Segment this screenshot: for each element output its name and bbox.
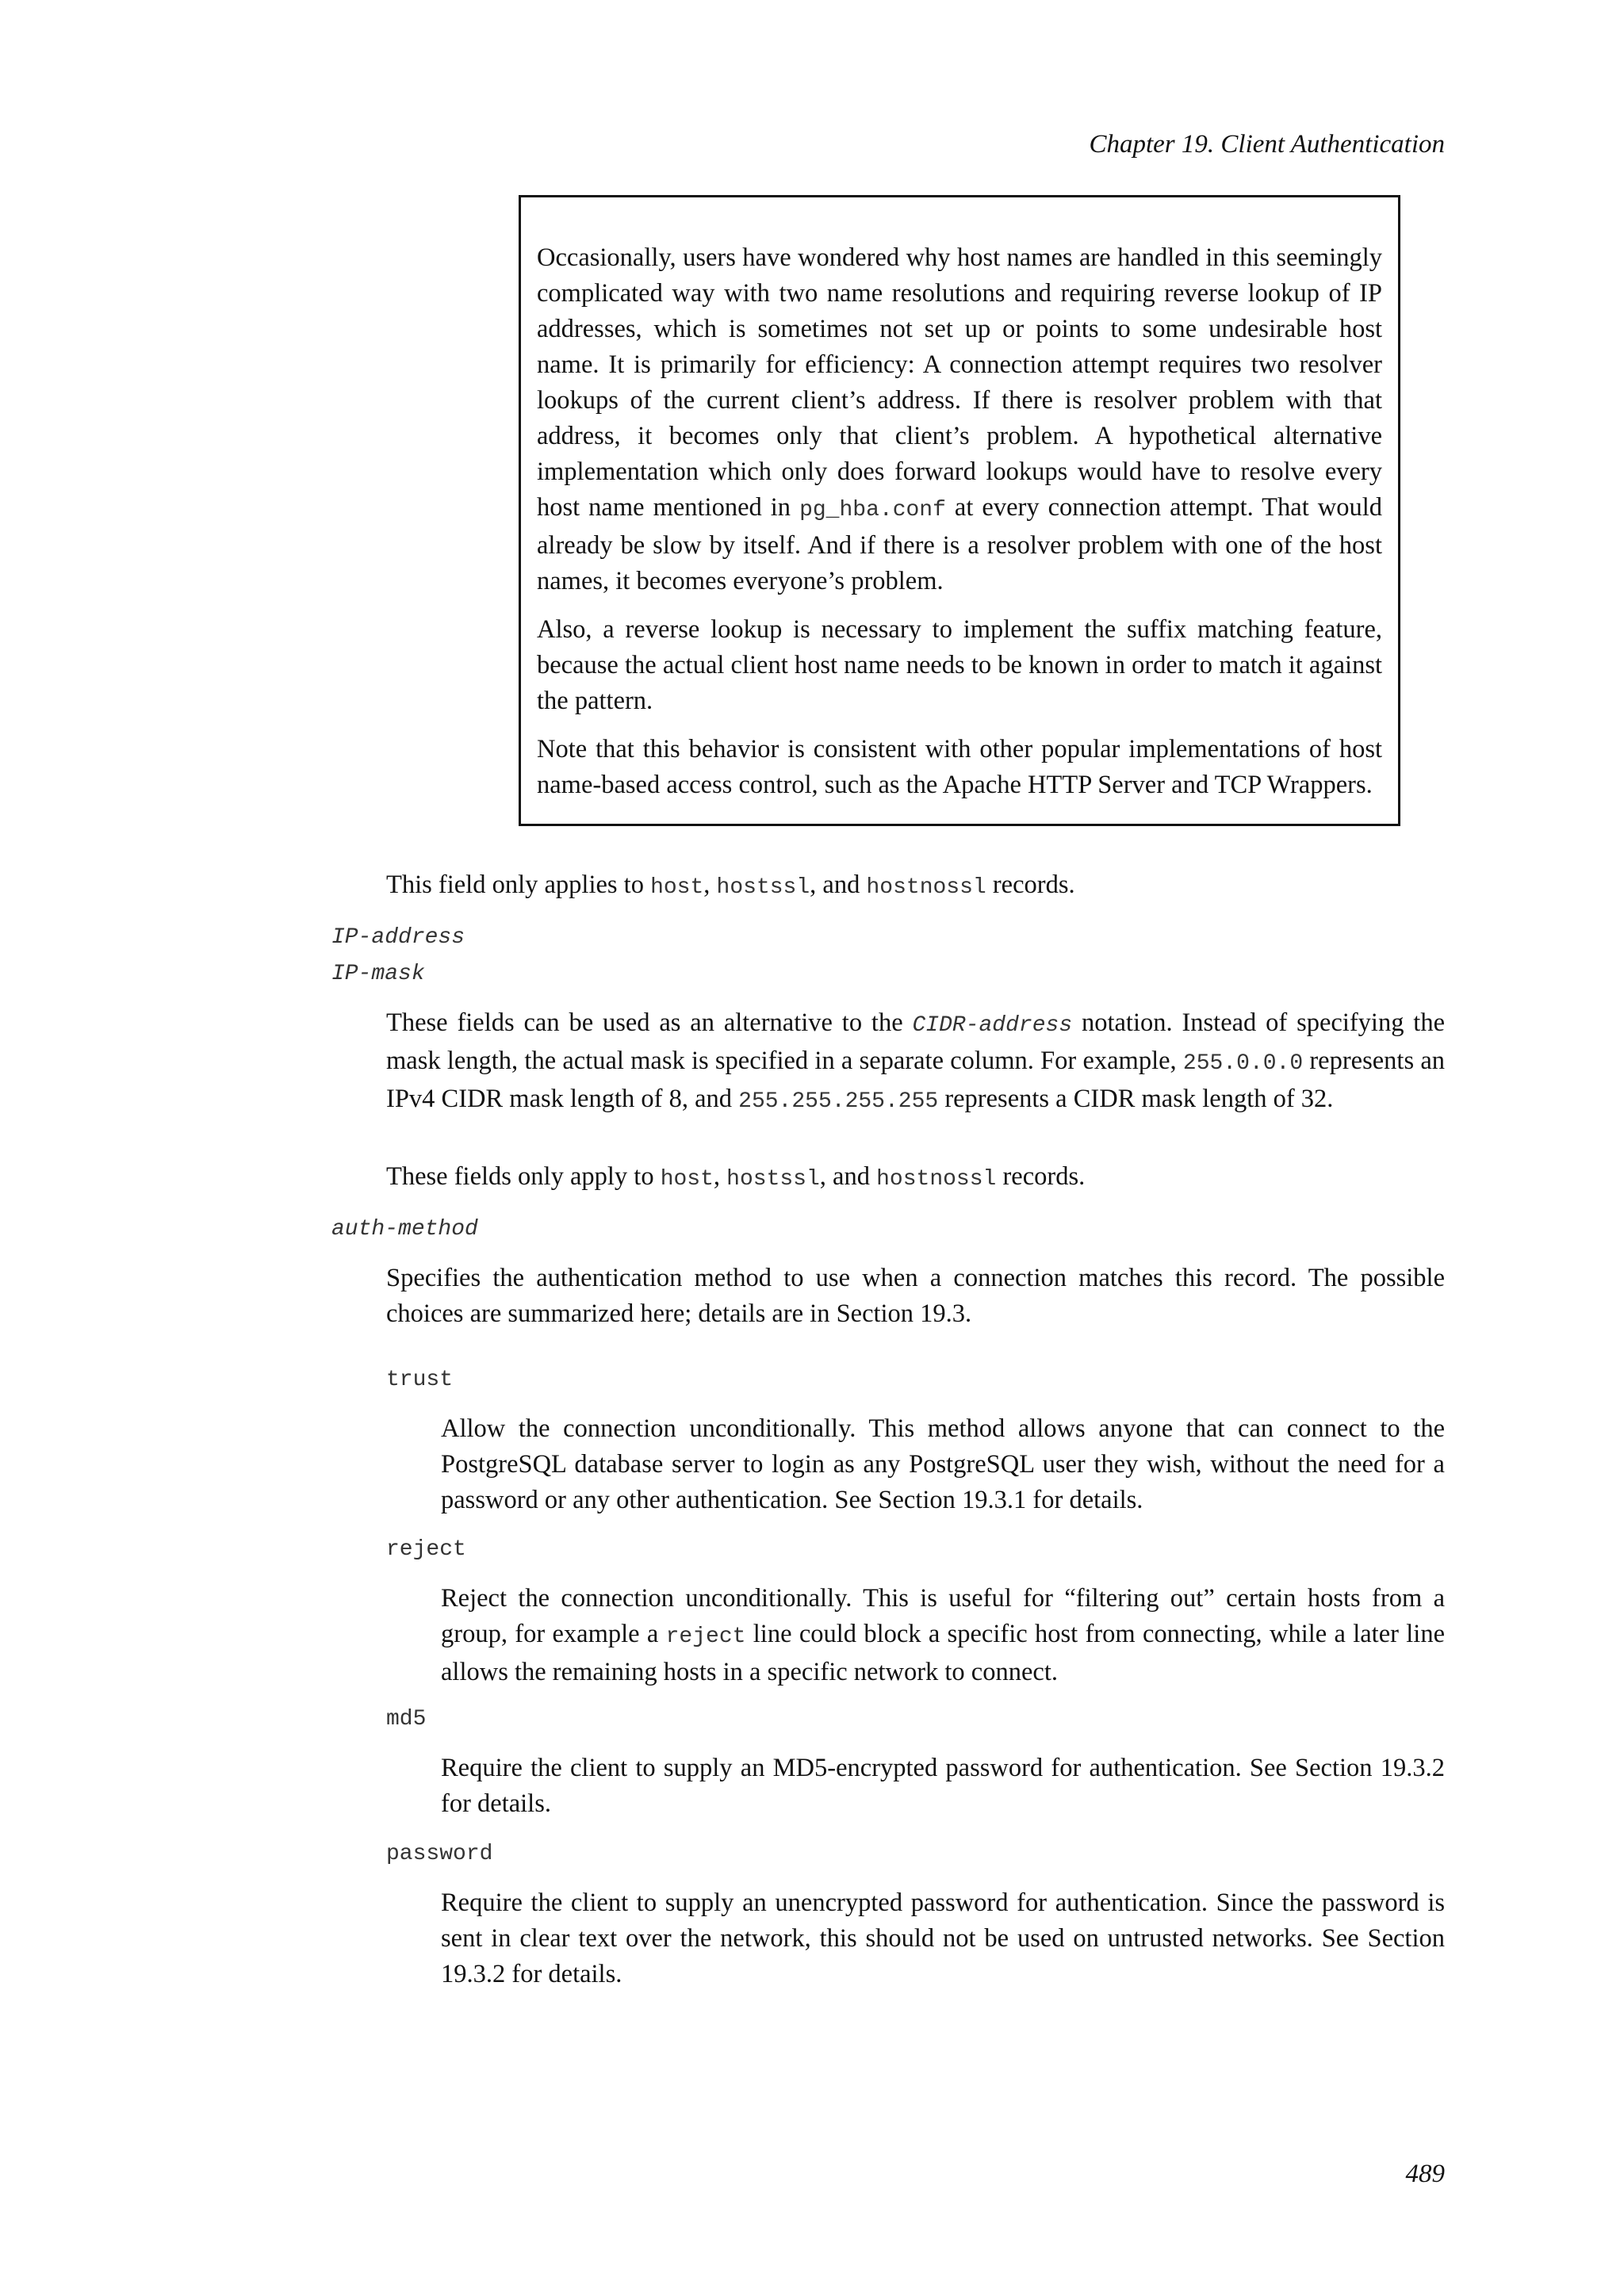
- term-md5: md5: [386, 1707, 427, 1732]
- term-ip-address: IP-address: [331, 925, 465, 950]
- code-mask-8: 255.0.0.0: [1182, 1051, 1304, 1076]
- note-paragraph-2: Also, a reverse lookup is necessary to implement the suffix matching feature, because the actual client host name needs to be known in order to match it against the pattern.: [537, 615, 1382, 715]
- note-paragraph-1: Occasionally, users have wondered why host names are handled in this seemingly complicated way with two name resolutions and requiring reverse lookup of IP addresses, which is sometimes not set up or points to some undesirable host name. It is primarily for efficiency: A connection attempt requires two resolver lookups of the current client’s address. If there is resolver problem with that address, it becomes only that client’s problem. A hypothetical alternative implementation which only does forward lookups would have to resolve every host name mentioned in pg_hba.conf at every connection attempt. That would already be slow by itself. And if there is a resolver problem with one of the host names, it becomes everyone’s problem.: [537, 243, 1383, 595]
- auth-method-description: Specifies the authentication method to use when a connection matches this record. The possible choices are summarized here; details are in Section 19.3.: [386, 1264, 1445, 1328]
- code-reject: reject: [665, 1624, 746, 1649]
- term-auth-method: auth-method: [331, 1217, 478, 1242]
- code-hostssl: hostssl: [716, 875, 810, 900]
- password-description: Require the client to supply an unencrypted password for authentication. Since the password is sent in clear text over the network, this should not be used on untrusted networks. See Section 19.3.2 for details.: [441, 1888, 1445, 1988]
- code-pg-hba-conf: pg_hba.conf: [799, 498, 946, 522]
- trust-description: Allow the connection unconditionally. This method allows anyone that can connect to the PostgreSQL database server to login as any PostgreSQL user they wish, without the need for a password or any other authentication. See Section 19.3.1 for details.: [441, 1414, 1445, 1514]
- code-hostssl: hostssl: [726, 1167, 820, 1192]
- ip-description-paragraph: These fields can be used as an alternative to the CIDR-address notation. Instead of specifying the mask length, the actual mask is specified in a separate column. For example, 255.0.0.0 represents an IPv4 CIDR mask length of 8, and 255.255.255.255 represents a CIDR mask length of 32.: [386, 1008, 1445, 1114]
- md5-description: Require the client to supply an MD5-encrypted password for authentication. See Section 19.3.2 for details.: [441, 1754, 1445, 1818]
- note-paragraph-3: Note that this behavior is consistent with other popular implementations of host name-based access control, such as the Apache HTTP Server and TCP Wrappers.: [537, 735, 1382, 799]
- code-hostnossl: hostnossl: [866, 875, 986, 900]
- term-reject: reject: [386, 1537, 466, 1562]
- term-password: password: [386, 1842, 493, 1866]
- code-mask-32: 255.255.255.255: [738, 1089, 939, 1114]
- reject-description: Reject the connection unconditionally. This is useful for “filtering out” certain hosts from a group, for example a reject line could block a specific host from connecting, while a later line allows the remaining hosts in a specific network to connect.: [441, 1584, 1446, 1686]
- term-trust: trust: [386, 1368, 454, 1392]
- field-applies-paragraph: This field only applies to host, hostssl, and hostnossl records.: [386, 871, 1075, 900]
- page-number: 489: [1405, 2160, 1445, 2188]
- code-hostnossl: hostnossl: [876, 1167, 997, 1192]
- chapter-header: Chapter 19. Client Authentication: [1089, 130, 1445, 159]
- code-cidr-address: CIDR-address: [912, 1013, 1073, 1038]
- note-box: [519, 195, 1400, 826]
- code-host: host: [660, 1167, 714, 1192]
- ip-applies-paragraph: These fields only apply to host, hostssl, and hostnossl records.: [386, 1162, 1086, 1192]
- code-host: host: [650, 875, 704, 900]
- term-ip-mask: IP-mask: [331, 962, 425, 986]
